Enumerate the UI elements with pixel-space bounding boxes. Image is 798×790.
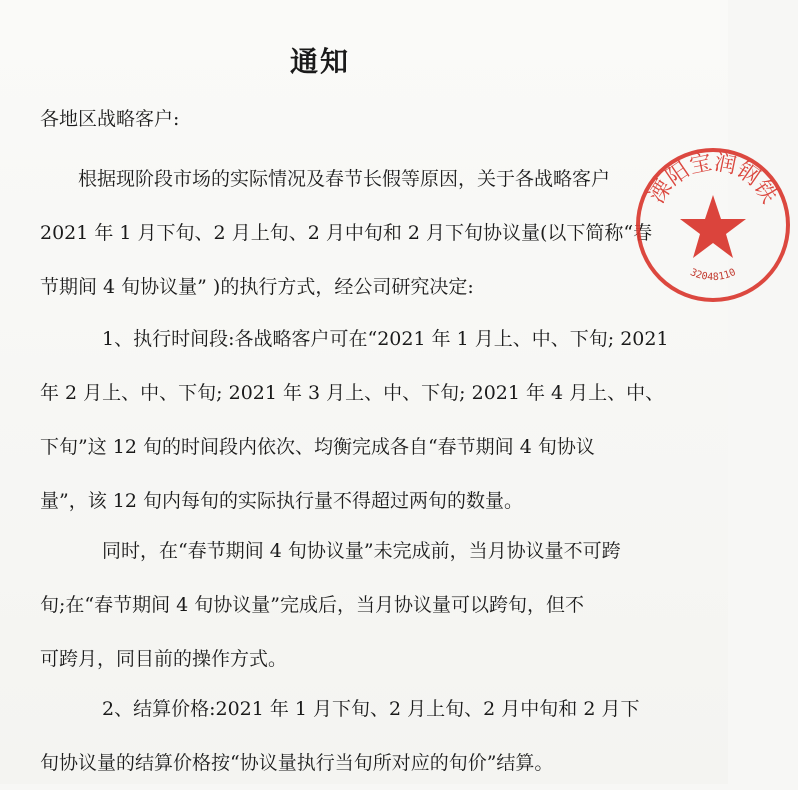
paragraph-line: 年 2 月上、中、下旬; 2021 年 3 月上、中、下旬; 2021 年 4 月上、中、 (40, 382, 665, 404)
paragraph-line: 2、结算价格:2021 年 1 月下旬、2 月上旬、2 月中旬和 2 月下 (102, 698, 640, 720)
paragraph-line: 同时，在“春节期间 4 旬协议量”未完成前，当月协议量不可跨 (102, 540, 621, 562)
paragraph-line: 1、执行时间段:各战略客户可在“2021 年 1 月上、中、下旬; 2021 (102, 328, 669, 350)
paragraph-line: 节期间 4 旬协议量” )的执行方式，经公司研究决定: (40, 276, 474, 298)
seal-star-icon (680, 195, 746, 258)
paragraph-execution-period (40, 312, 669, 528)
document-title: 通知 (289, 45, 350, 78)
paragraph-rules (40, 524, 620, 686)
paragraph-line: 下旬”这 12 旬的时间段内依次、均衡完成各自“春节期间 4 旬协议 (40, 436, 595, 458)
paragraph-intro (40, 152, 653, 314)
paragraph-line: 可跨月，同目前的操作方式。 (40, 648, 288, 670)
salutation: 各地区战略客户: (40, 108, 180, 130)
seal-number: 32048110 (688, 267, 738, 284)
svg-text:32048110 (688, 267, 737, 283)
company-seal (628, 140, 798, 310)
paragraph-line: 根据现阶段市场的实际情况及春节长假等原因，关于各战略客户 (78, 168, 611, 190)
paragraph-line: 旬协议量的结算价格按“协议量执行当旬所对应的旬价”结算。 (40, 752, 554, 774)
paragraph-settlement-price (40, 682, 640, 790)
paragraph-line: 量”，该 12 旬内每旬的实际执行量不得超过两旬的数量。 (40, 490, 523, 512)
paragraph-line: 旬;在“春节期间 4 旬协议量”完成后，当月协议量可以跨旬，但不 (40, 594, 584, 616)
paragraph-line: 2021 年 1 月下旬、2 月上旬、2 月中旬和 2 月下旬协议量(以下简称“春 (40, 222, 653, 244)
seal-text: 溧阳宝润钢铁 (644, 150, 782, 208)
